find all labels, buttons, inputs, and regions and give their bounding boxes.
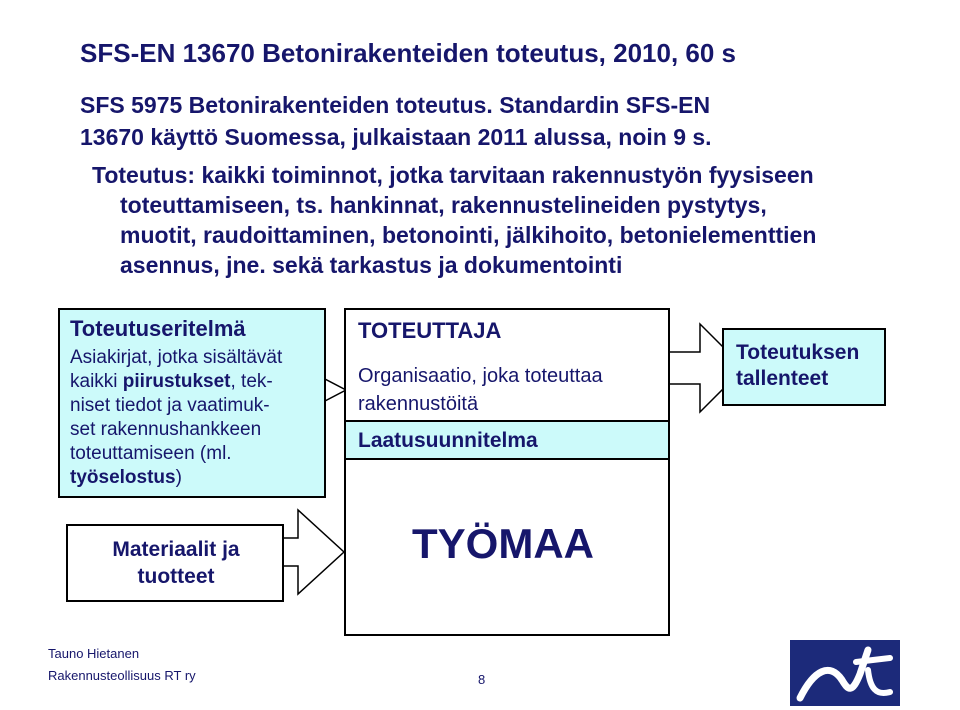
toteuttaja-line: Organisaatio, joka toteuttaa xyxy=(358,365,603,387)
toteutuseritelma-line xyxy=(70,466,326,490)
toteutuseritelma-text xyxy=(70,346,326,490)
intro-line-4: toteuttamiseen, ts. hankinnat, rakennustelineiden pystytys, xyxy=(120,192,767,218)
intro-line-1: SFS 5975 Betonirakenteiden toteutus. Standardin SFS-EN xyxy=(80,92,711,118)
tallenteet-text xyxy=(736,340,859,392)
toteutuseritelma-box xyxy=(58,308,326,498)
slide-title: SFS-EN 13670 Betonirakenteiden toteutus, 2010, 60 s xyxy=(80,38,737,68)
toteuttaja-line: rakennustöitä xyxy=(358,393,479,415)
text-span: , tek- xyxy=(230,371,273,392)
toteutuseritelma-line: niset tiedot ja vaatimuk- xyxy=(70,395,270,416)
toteutuseritelma-line: toteuttamiseen (ml. xyxy=(70,443,232,464)
materiaalit-line: tuotteet xyxy=(137,565,215,588)
tallenteet-line: tallenteet xyxy=(736,367,829,390)
rt-logo-icon xyxy=(790,640,900,706)
text-span: ) xyxy=(175,467,182,488)
footer-author: Tauno Hietanen xyxy=(48,646,140,661)
tyomaa-label: TYÖMAA xyxy=(412,520,594,567)
piirustukset-emphasis: piirustukset xyxy=(122,371,231,392)
materiaalit-text xyxy=(68,536,284,590)
laatusuunnitelma-box xyxy=(344,420,670,460)
tallenteet-box xyxy=(722,328,886,406)
text-span: kaikki xyxy=(70,371,123,392)
toteutuseritelma-line: set rakennushankkeen xyxy=(70,419,262,440)
toteutuseritelma-line xyxy=(70,370,326,394)
toteutuseritelma-line: Asiakirjat, jotka sisältävät xyxy=(70,347,283,368)
intro-line-6: asennus, jne. sekä tarkastus ja dokumentointi xyxy=(120,252,623,278)
footer-organization: Rakennusteollisuus RT ry xyxy=(48,668,196,683)
toteuttaja-title: TOTEUTTAJA xyxy=(358,318,502,343)
toteuttaja-container xyxy=(344,308,670,636)
page-number: 8 xyxy=(478,672,486,687)
intro-line-2: 13670 käyttö Suomessa, julkaistaan 2011 alussa, noin 9 s. xyxy=(80,124,712,150)
materiaalit-box xyxy=(66,524,284,602)
materiaalit-line: Materiaalit ja xyxy=(112,538,240,561)
toteuttaja-text xyxy=(358,362,603,418)
laatusuunnitelma-label: Laatusuunnitelma xyxy=(358,429,538,452)
toteutuseritelma-title: Toteutuseritelmä xyxy=(70,316,246,341)
intro-line-3: Toteutus: kaikki toiminnot, jotka tarvitaan rakennustyön fyysiseen xyxy=(92,162,814,188)
tallenteet-line: Toteutuksen xyxy=(736,341,860,364)
intro-line-5: muotit, raudoittaminen, betonointi, jälkihoito, betonielementtien xyxy=(120,222,817,248)
tyoselostus-emphasis: työselostus xyxy=(70,467,176,488)
